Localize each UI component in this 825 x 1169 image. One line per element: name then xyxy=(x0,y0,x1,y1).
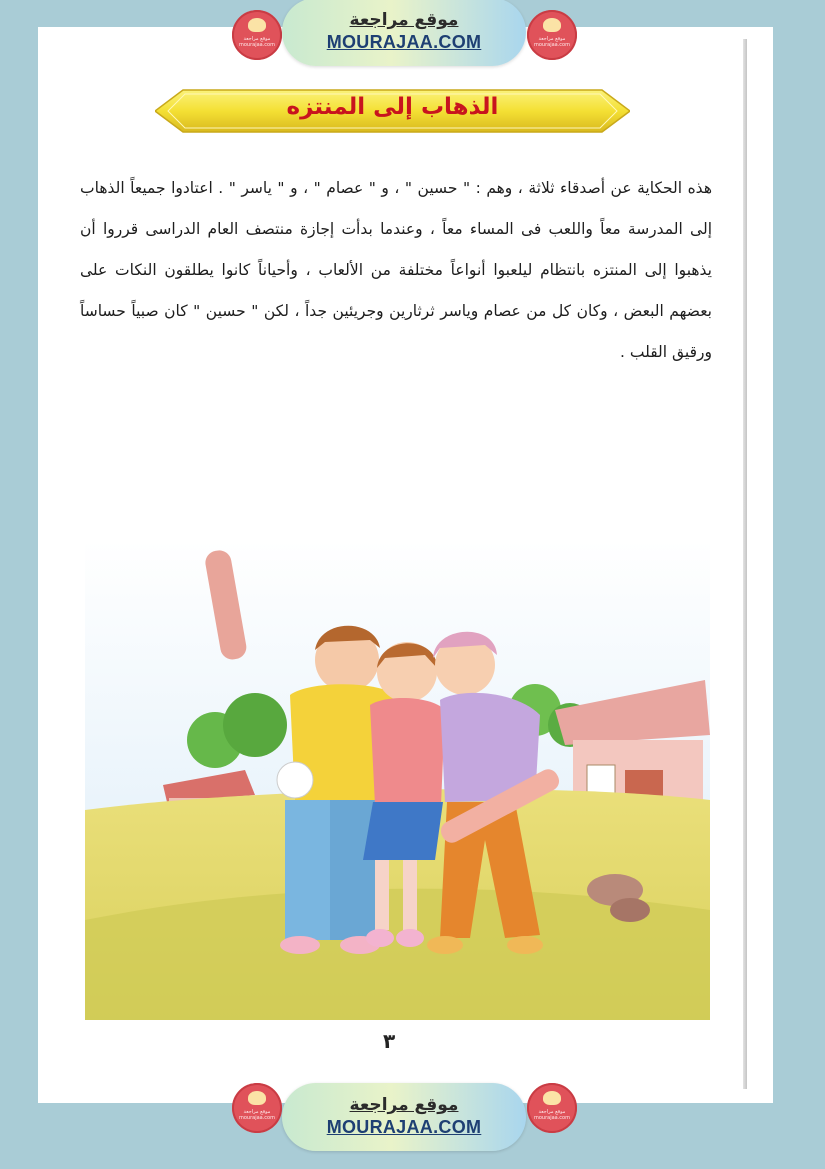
logo-icon xyxy=(248,18,266,32)
site-logo-badge-right-bottom xyxy=(527,1083,577,1133)
logo-icon xyxy=(543,1091,561,1105)
site-logo-badge-right xyxy=(527,10,577,60)
lesson-title: الذهاب إلى المنتزه xyxy=(286,94,499,120)
page-number: ٣ xyxy=(383,1029,396,1053)
site-banner-top[interactable] xyxy=(282,0,526,66)
site-logo-badge-left xyxy=(232,10,282,60)
lesson-title-ribbon xyxy=(155,86,630,136)
site-banner-bottom[interactable] xyxy=(282,1083,526,1151)
page-edge xyxy=(743,39,747,1089)
badge-label: موقع مراجعة mourajaa.com xyxy=(238,36,275,48)
logo-icon xyxy=(248,1091,266,1105)
site-name-arabic[interactable]: موقع مراجعة xyxy=(349,10,459,30)
three-boys-illustration xyxy=(85,540,710,1020)
site-name-arabic[interactable]: موقع مراجعة xyxy=(349,1095,459,1115)
badge-label: موقع مراجعة mourajaa.com xyxy=(533,36,570,48)
story-paragraph: هذه الحكاية عن أصدقاء ثلاثة ، وهم : " حسين " ، و " عصام " ، و " ياسر " . اعتادوا جميعاً الذهاب إلى المدرسة معاً واللعب فى المساء معاً ، وعندما بدأت إجازة منتصف العام الدراسى قرروا أن يذهبوا إلى المنتزه بانتظام ليلعبوا أنواعاً مختلفة من الألعاب ، وأحياناً كانوا يطلقون النكات على بعضهم البعض ، وكان كل من عصام وياسر ثرثارين وجريئين جداً ، لكن " حسين " كان صبياً حساساً ورقيق القلب . xyxy=(80,179,712,361)
site-logo-badge-left-bottom xyxy=(232,1083,282,1133)
logo-icon xyxy=(543,18,561,32)
badge-label: موقع مراجعة mourajaa.com xyxy=(238,1109,275,1121)
site-url[interactable]: MOURAJAA.COM xyxy=(326,32,482,52)
badge-label: موقع مراجعة mourajaa.com xyxy=(533,1109,570,1121)
site-url[interactable]: MOURAJAA.COM xyxy=(326,1117,482,1137)
